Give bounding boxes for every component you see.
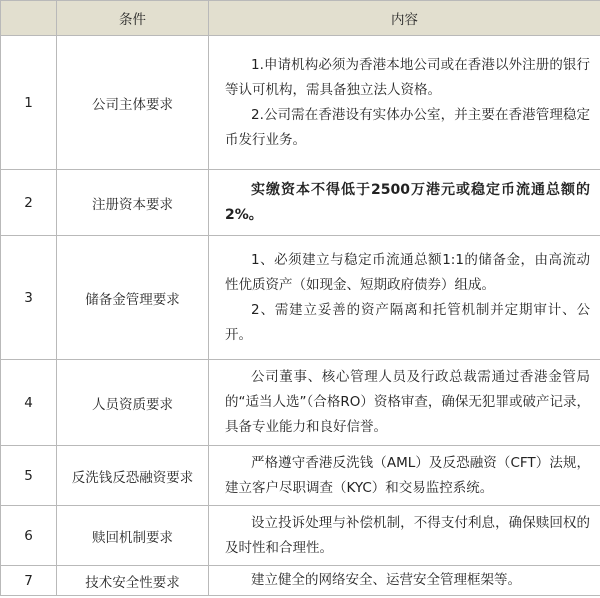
content-paragraph: 实缴资本不得低于2500万港元或稳定币流通总额的2%。: [225, 181, 590, 223]
row-condition: 反洗钱反恐融资要求: [57, 446, 209, 506]
row-condition: 储备金管理要求: [57, 236, 209, 360]
row-content: [209, 360, 600, 446]
content-paragraph: 2.公司需在香港设有实体办公室，并主要在香港管理稳定币发行业务。: [225, 106, 590, 148]
row-condition: 公司主体要求: [57, 36, 209, 170]
table-header-row: [1, 1, 600, 36]
table-row: [1, 566, 600, 596]
table-row: [1, 36, 600, 170]
content-paragraph: 1.申请机构必须为香港本地公司或在香港以外注册的银行等认可机构，需具备独立法人资格。: [225, 56, 590, 98]
row-content: [209, 506, 600, 566]
content-paragraph: 设立投诉处理与补偿机制，不得支付利息，确保赎回权的及时性和合理性。: [225, 514, 590, 556]
row-content: [209, 236, 600, 360]
header-content: 内容: [209, 1, 600, 36]
row-number: 1: [1, 36, 57, 170]
row-number: 3: [1, 236, 57, 360]
table-row: [1, 506, 600, 566]
header-condition: 条件: [57, 1, 209, 36]
row-content: [209, 36, 600, 170]
row-condition: 人员资质要求: [57, 360, 209, 446]
row-number: 2: [1, 170, 57, 236]
header-number: [1, 1, 57, 36]
table-row: [1, 236, 600, 360]
row-content: [209, 170, 600, 236]
content-paragraph: 建立健全的网络安全、运营安全管理框架等。: [251, 572, 521, 588]
content-paragraph: 严格遵守香港反洗钱（AML）及反恐融资（CFT）法规，建立客户尽职调查（KYC）和交易监控系统。: [225, 454, 590, 496]
row-number: 4: [1, 360, 57, 446]
table-row: [1, 170, 600, 236]
row-condition: 技术安全性要求: [57, 566, 209, 596]
row-number: 6: [1, 506, 57, 566]
content-paragraph: 2、需建立妥善的资产隔离和托管机制并定期审计、公开。: [225, 301, 590, 343]
row-number: 7: [1, 566, 57, 596]
table-row: [1, 360, 600, 446]
row-content: [209, 446, 600, 506]
row-content: [209, 566, 600, 596]
row-number: 5: [1, 446, 57, 506]
content-paragraph: 1、必须建立与稳定币流通总额1:1的储备金，由高流动性优质资产（如现金、短期政府债券）组成。: [225, 251, 590, 293]
row-condition: 赎回机制要求: [57, 506, 209, 566]
table-row: [1, 446, 600, 506]
row-condition: 注册资本要求: [57, 170, 209, 236]
content-paragraph: 公司董事、核心管理人员及行政总裁需通过香港金管局的“适当人选”（合格RO）资格审查，确保无犯罪或破产记录，具备专业能力和良好信誉。: [225, 369, 590, 435]
